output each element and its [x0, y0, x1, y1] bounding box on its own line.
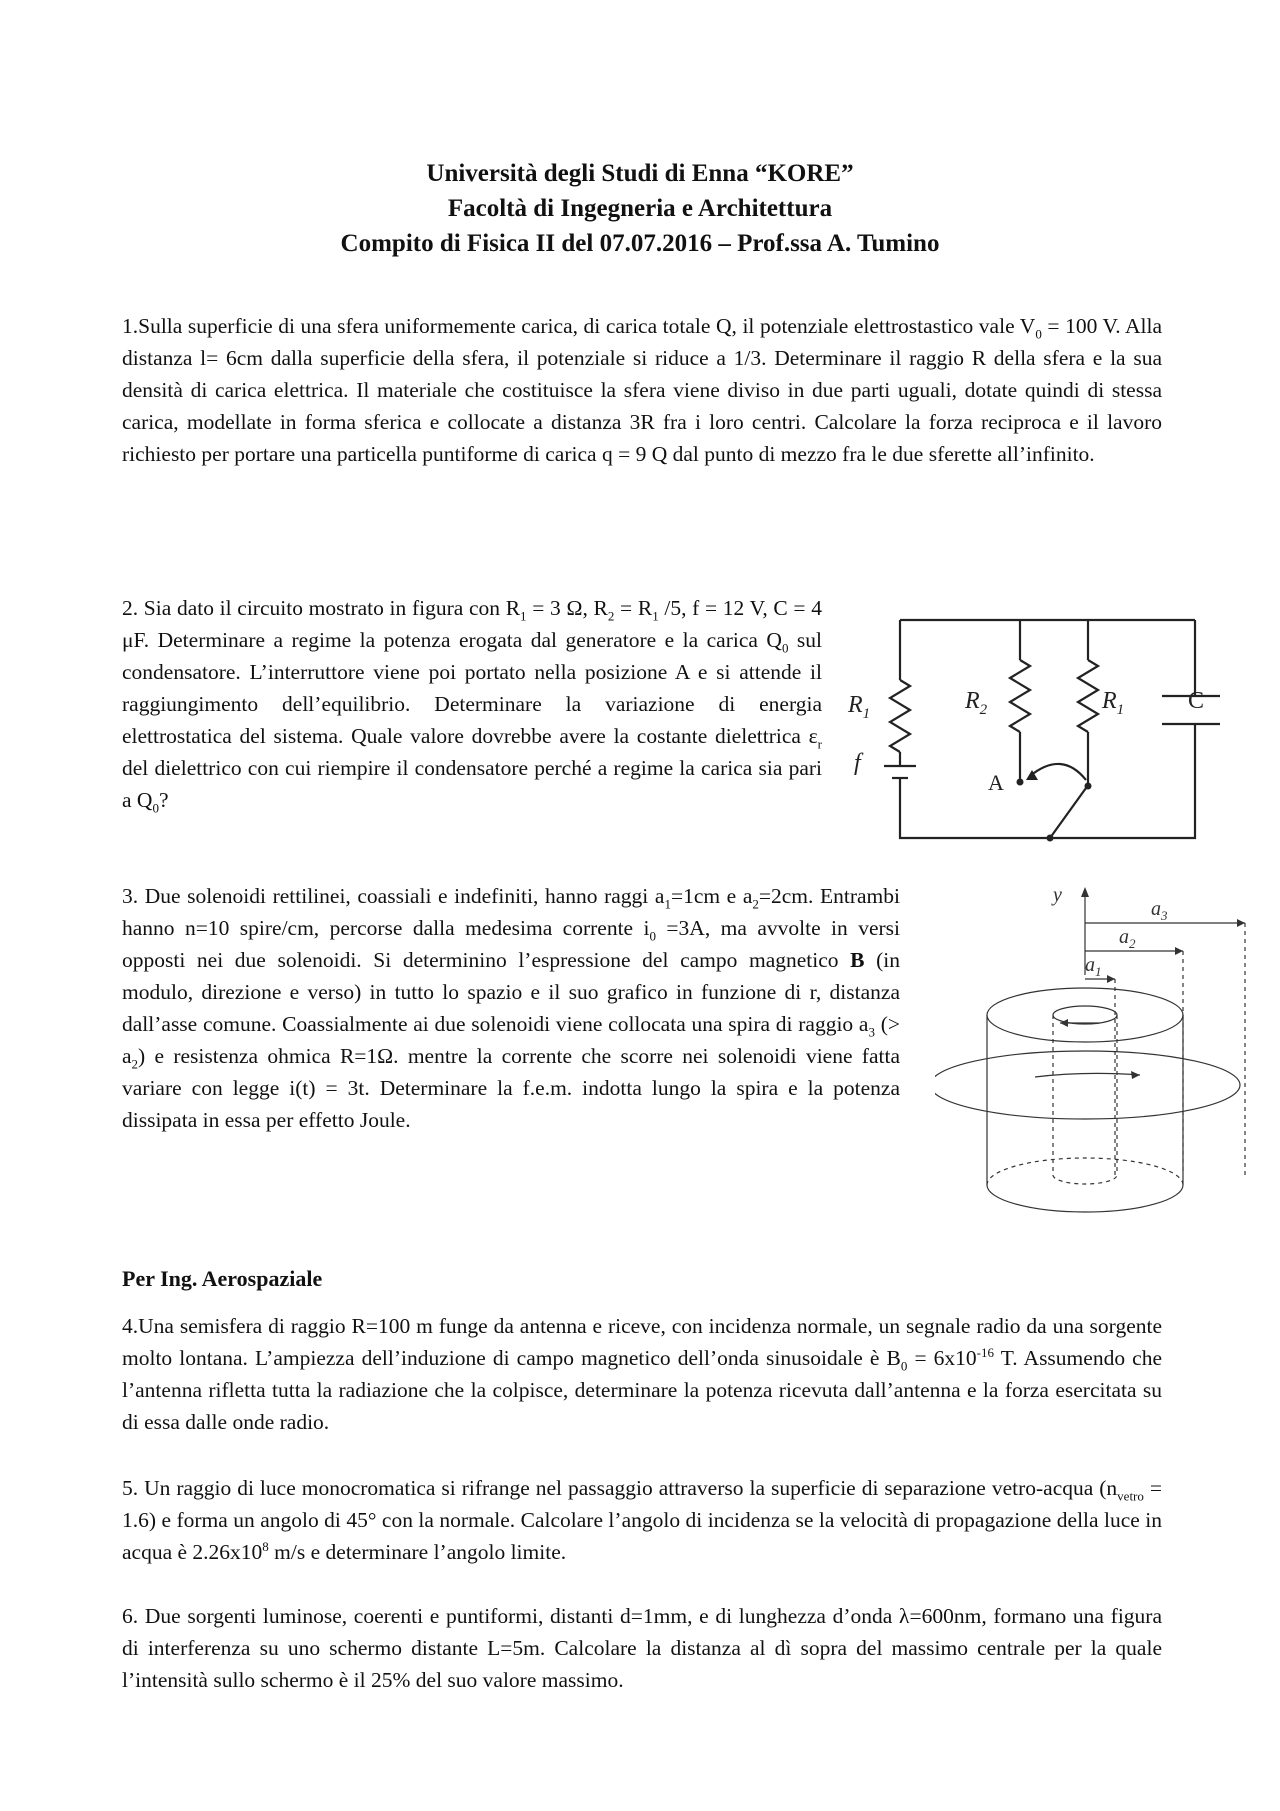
- problem-2: 2. Sia dato il circuito mostrato in figura con $R_1 = 3$ Ω, $R_2 = R_1$ /5, f = 12 V, C = 4 μF. Determinare a regime la potenza erogata dal generatore e la carica $Q_0$ sul condensatore. L’interruttore viene poi portato nella posizione A e si attende il raggiungimento dell’equilibrio. Determinare la variazione di energia elettrostatica del sistema. Quale valore dovrebbe avere la costante dielettrica $\varepsilon_r$ del dielettrico con cui riempire il condensatore perché a regime la carica sia pari a $Q_0$?: [122, 596, 822, 816]
- capacitor-label: C: [1188, 688, 1205, 714]
- exam-title: Compito di Fisica II del 07.07.2016 – Prof.ssa A. Tumino: [340, 230, 940, 257]
- circuit-diagram: [840, 600, 1220, 850]
- resistor-r2-icon: [1010, 660, 1030, 732]
- a3-label: $a_3$: [1151, 898, 1168, 923]
- university-name: Università degli Studi di Enna “KORE”: [426, 160, 854, 187]
- problem-4: 4.Una semisfera di raggio R=100 m funge da antenna e riceve, con incidenza normale, un segnale radio da una sorgente molto lontana. L’ampiezza dell’induzione di campo magnetico dell’onda sinusoidale è $B_0 = 6x10^{-16}$ T. Assumendo che l’antenna rifletta tutta la radiazione che la colpisce, determinare la potenza ricevuta dall’antenna e la forza esercitata su di essa dalle onde radio.: [122, 1314, 1162, 1434]
- problem-6: 6. Due sorgenti luminose, coerenti e puntiformi, distanti d=1mm, e di lunghezza d’onda λ=600nm, formano una figura di interferenza su uno schermo distante L=5m. Calcolare la distanza al dì sopra del massimo centrale per la quale l’intensità sullo schermo è il 25% del suo valore massimo.: [122, 1604, 1162, 1692]
- document-header: [0, 156, 1280, 261]
- problem-3: 3. Due solenoidi rettilinei, coassiali e indefiniti, hanno raggi $a_1=1cm$ e $a_2=2cm$. Entrambi hanno n=10 spire/cm, percorse dalla medesima corrente $i_0 =3A$, ma avvolte in versi opposti nei due solenoidi. Si determinino l’espressione del campo magnetico B (in modulo, direzione e verso) in tutto lo spazio e il suo grafico in funzione di r, distanza dall’asse comune. Coassialmente ai due solenoidi viene collocata una spira di raggio $a_3$ (> $a_2$) e resistenza ohmica R=1Ω. mentre la corrente che scorre nei solenoidi viene fatta variare con legge i(t) = 3t. Determinare la f.e.m. indotta lungo la spira e la potenza dissipata in essa per effetto Joule.: [122, 884, 900, 1132]
- r2-label: $R_2$: [965, 688, 988, 718]
- r1-right-label: $R_1$: [1102, 688, 1125, 718]
- switch-icon: [1050, 788, 1086, 838]
- a2-label: $a_2$: [1119, 926, 1136, 951]
- resistor-r1-right-icon: [1078, 660, 1098, 732]
- a1-label: $a_1$: [1085, 954, 1102, 979]
- problem-5: 5. Un raggio di luce monocromatica si rifrange nel passaggio attraverso la superficie di separazione vetro-acqua $(n_{vetro} = 1.6)$ e forma un angolo di 45° con la normale. Calcolare l’angolo di incidenza se la velocità di propagazione della luce in acqua è $2.26x10^8$ m/s e determinare l’angolo limite.: [122, 1476, 1162, 1564]
- resistor-r1-left-icon: [890, 680, 910, 752]
- faculty-name: Facoltà di Ingegneria e Architettura: [447, 195, 833, 222]
- solenoid-diagram: [935, 885, 1255, 1220]
- generator-label: f: [854, 750, 861, 776]
- problem-1: 1.Sulla superficie di una sfera uniformemente carica, di carica totale Q, il potenziale elettrostastico vale $V_0 = 100$ V. Alla distanza l= 6cm dalla superficie della sfera, il potenziale si riduce a 1/3. Determinare il raggio R della sfera e la sua densità di carica elettrica. Il materiale che costituisce la sfera viene diviso in due parti uguali, dotate quindi di stessa carica, modellate in forma sferica e collocate a distanza 3R fra i loro centri. Calcolare la forza reciproca e il lavoro richiesto per portare una particella puntiforme di carica q = 9 Q dal punto di mezzo fra le due sferette all’infinito.: [122, 314, 1163, 466]
- axis-y-label: y: [1053, 885, 1062, 906]
- section-aerospace: Per Ing. Aerospaziale: [122, 1266, 323, 1291]
- switch-position-label: A: [988, 770, 1004, 795]
- r1-left-label: $R_1$: [848, 692, 871, 722]
